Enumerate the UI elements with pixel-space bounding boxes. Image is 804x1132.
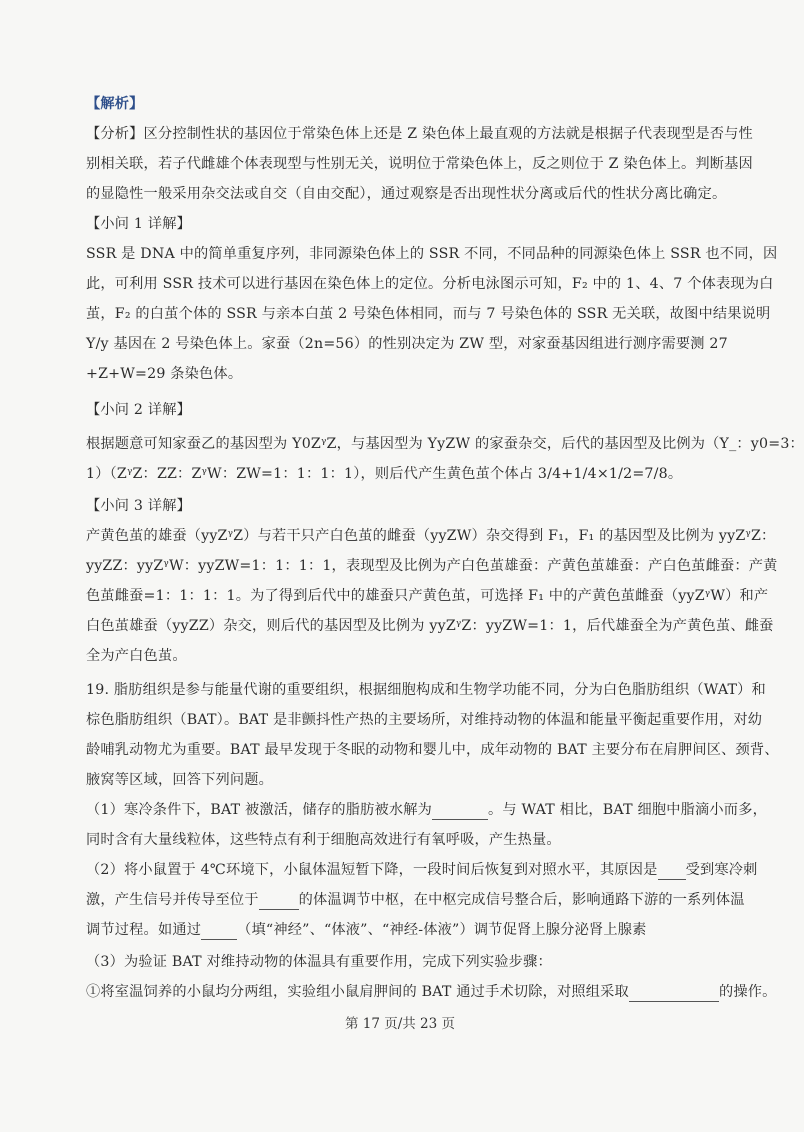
text-line: 1）（ZᵞZ：ZZ：ZᵞW：ZW=1：1：1：1），则后代产生黄色茧个体占 3/4+1/4×1/2=7/8。 <box>86 466 683 482</box>
text-line: +Z+W=29 条染色体。 <box>86 366 243 382</box>
text-line: 色茧雌蚕=1：1：1：1。为了得到后代中的雄蚕只产黄色茧，可选择 F₁ 中的产黄色茧雌蚕（yyZᵞW）和产 <box>86 588 769 604</box>
answer-blank[interactable] <box>259 893 299 910</box>
text-line: 茧，F₂ 的白茧个体的 SSR 与亲本白茧 2 号染色体相同，而与 7 号染色体的 SSR 无关联，故图中结果说明 <box>86 306 771 322</box>
text-line: 根据题意可知家蚕乙的基因型为 Y0ZᵞZ，与基因型为 YyZW 的家蚕杂交，后代的基因型及比例为（Y_：y0=3： <box>86 436 804 452</box>
question-3-step-text-b: 的操作。 <box>718 984 777 1000</box>
answer-blank[interactable] <box>201 923 237 940</box>
text-line: 棕色脂肪组织（BAT）。BAT 是非颤抖性产热的主要场所，对维持动物的体温和能量平衡起重要作用，对幼 <box>86 712 763 728</box>
answer-blank[interactable] <box>658 863 686 880</box>
question-1-text-a: （1）寒冷条件下，BAT 被激活，储存的脂肪被水解为 <box>86 802 433 818</box>
text-line: 腋窝等区域，回答下列问题。 <box>86 772 274 788</box>
question-2-text-a: （2）将小鼠置于 4℃环境下，小鼠体温短暂下降，一段时间后恢复到对照水平，其原因是 <box>86 862 658 878</box>
question-1 <box>86 800 767 820</box>
section-heading: 【小问 1 详解】 <box>86 216 191 232</box>
question-2-text-c: 激，产生信号并传导至位于 <box>86 892 259 908</box>
question-3-step-1 <box>86 982 777 1002</box>
text-line: 别相关联，若子代雌雄个体表现型与性别无关，说明位于常染色体上，反之则位于 Z 染色体上。判断基因 <box>86 156 753 172</box>
question-19-title: 19. 脂肪组织是参与能量代谢的重要组织，根据细胞构成和生物学功能不同，分为白色脂肪组织（WAT）和 <box>86 682 766 698</box>
text-line: 的显隐性一般采用杂交法或自交（自由交配），通过观察是否出现性状分离或后代的性状分离比确定。 <box>86 186 727 202</box>
section-heading: 【小问 3 详解】 <box>86 498 191 514</box>
answer-blank[interactable] <box>432 803 488 820</box>
question-2-text-d: 的体温调节中枢，在中枢完成信号整合后，影响通路下游的一系列体温 <box>298 892 745 908</box>
question-1-text-b: 。与 WAT 相比，BAT 细胞中脂滴小而多， <box>488 802 767 818</box>
question-3-step-text-a: ①将室温饲养的小鼠均分两组，实验组小鼠肩胛间的 BAT 通过手术切除，对照组采取 <box>86 984 629 1000</box>
question-3: （3）为验证 BAT 对维持动物的体温具有重要作用，完成下列实验步骤： <box>86 954 552 970</box>
text-line: 白色茧雄蚕（yyZZ）杂交，则后代的基因型及比例为 yyZᵞZ：yyZW=1：1，后代雄蚕全为产黄色茧、雌蚕 <box>86 618 774 634</box>
question-2 <box>86 860 758 880</box>
analysis-heading: 【解析】 <box>86 96 144 112</box>
question-2-line-2 <box>86 890 745 910</box>
page-number-footer: 第 17 页/共 23 页 <box>344 1016 456 1032</box>
question-2-line-3 <box>86 920 726 940</box>
text-line: 产黄色茧的雄蚕（yyZᵞZ）与若干只产白色茧的雌蚕（yyZW）杂交得到 F₁，F₁ 的基因型及比例为 yyZᵞZ： <box>86 528 776 544</box>
answer-blank[interactable] <box>629 985 719 1002</box>
question-2-text-b: 受到寒冷刺 <box>685 862 758 878</box>
text-line: yyZZ：yyZᵞW：yyZW=1：1：1：1，表现型及比例为产白色茧雄蚕：产黄色茧雄蚕：产白色茧雌蚕：产黄 <box>86 558 778 574</box>
question-2-text-e: 调节过程。如通过 <box>86 922 202 938</box>
question-2-text-f: （填“神经”、“体液”、“神经-体液”）调节促肾上腺分泌肾上腺素 <box>237 922 647 938</box>
section-heading: 【小问 2 详解】 <box>86 402 191 418</box>
text-line: SSR 是 DNA 中的简单重复序列，非同源染色体上的 SSR 不同，不同品种的同源染色体上 SSR 也不同，因 <box>86 246 778 262</box>
text-line: 龄哺乳动物尤为重要。BAT 最早发现于冬眠的动物和婴儿中，成年动物的 BAT 主要分布在肩胛间区、颈背、 <box>86 742 779 758</box>
text-line: 全为产白色茧。 <box>86 648 187 664</box>
text-line: Y/y 基因在 2 号染色体上。家蚕（2n=56）的性别决定为 ZW 型，对家蚕基因组进行测序需要测 27 <box>86 336 728 352</box>
text-line: 同时含有大量线粒体，这些特点有利于细胞高效进行有氧呼吸，产生热量。 <box>86 832 561 848</box>
text-line: 此，可利用 SSR 技术可以进行基因在染色体上的定位。分析电泳图示可知，F₂ 中的 1、4、7 个体表现为白 <box>86 276 774 292</box>
text-line: 【分析】区分控制性状的基因位于常染色体上还是 Z 染色体上最直观的方法就是根据子代表现型是否与性 <box>86 126 753 142</box>
